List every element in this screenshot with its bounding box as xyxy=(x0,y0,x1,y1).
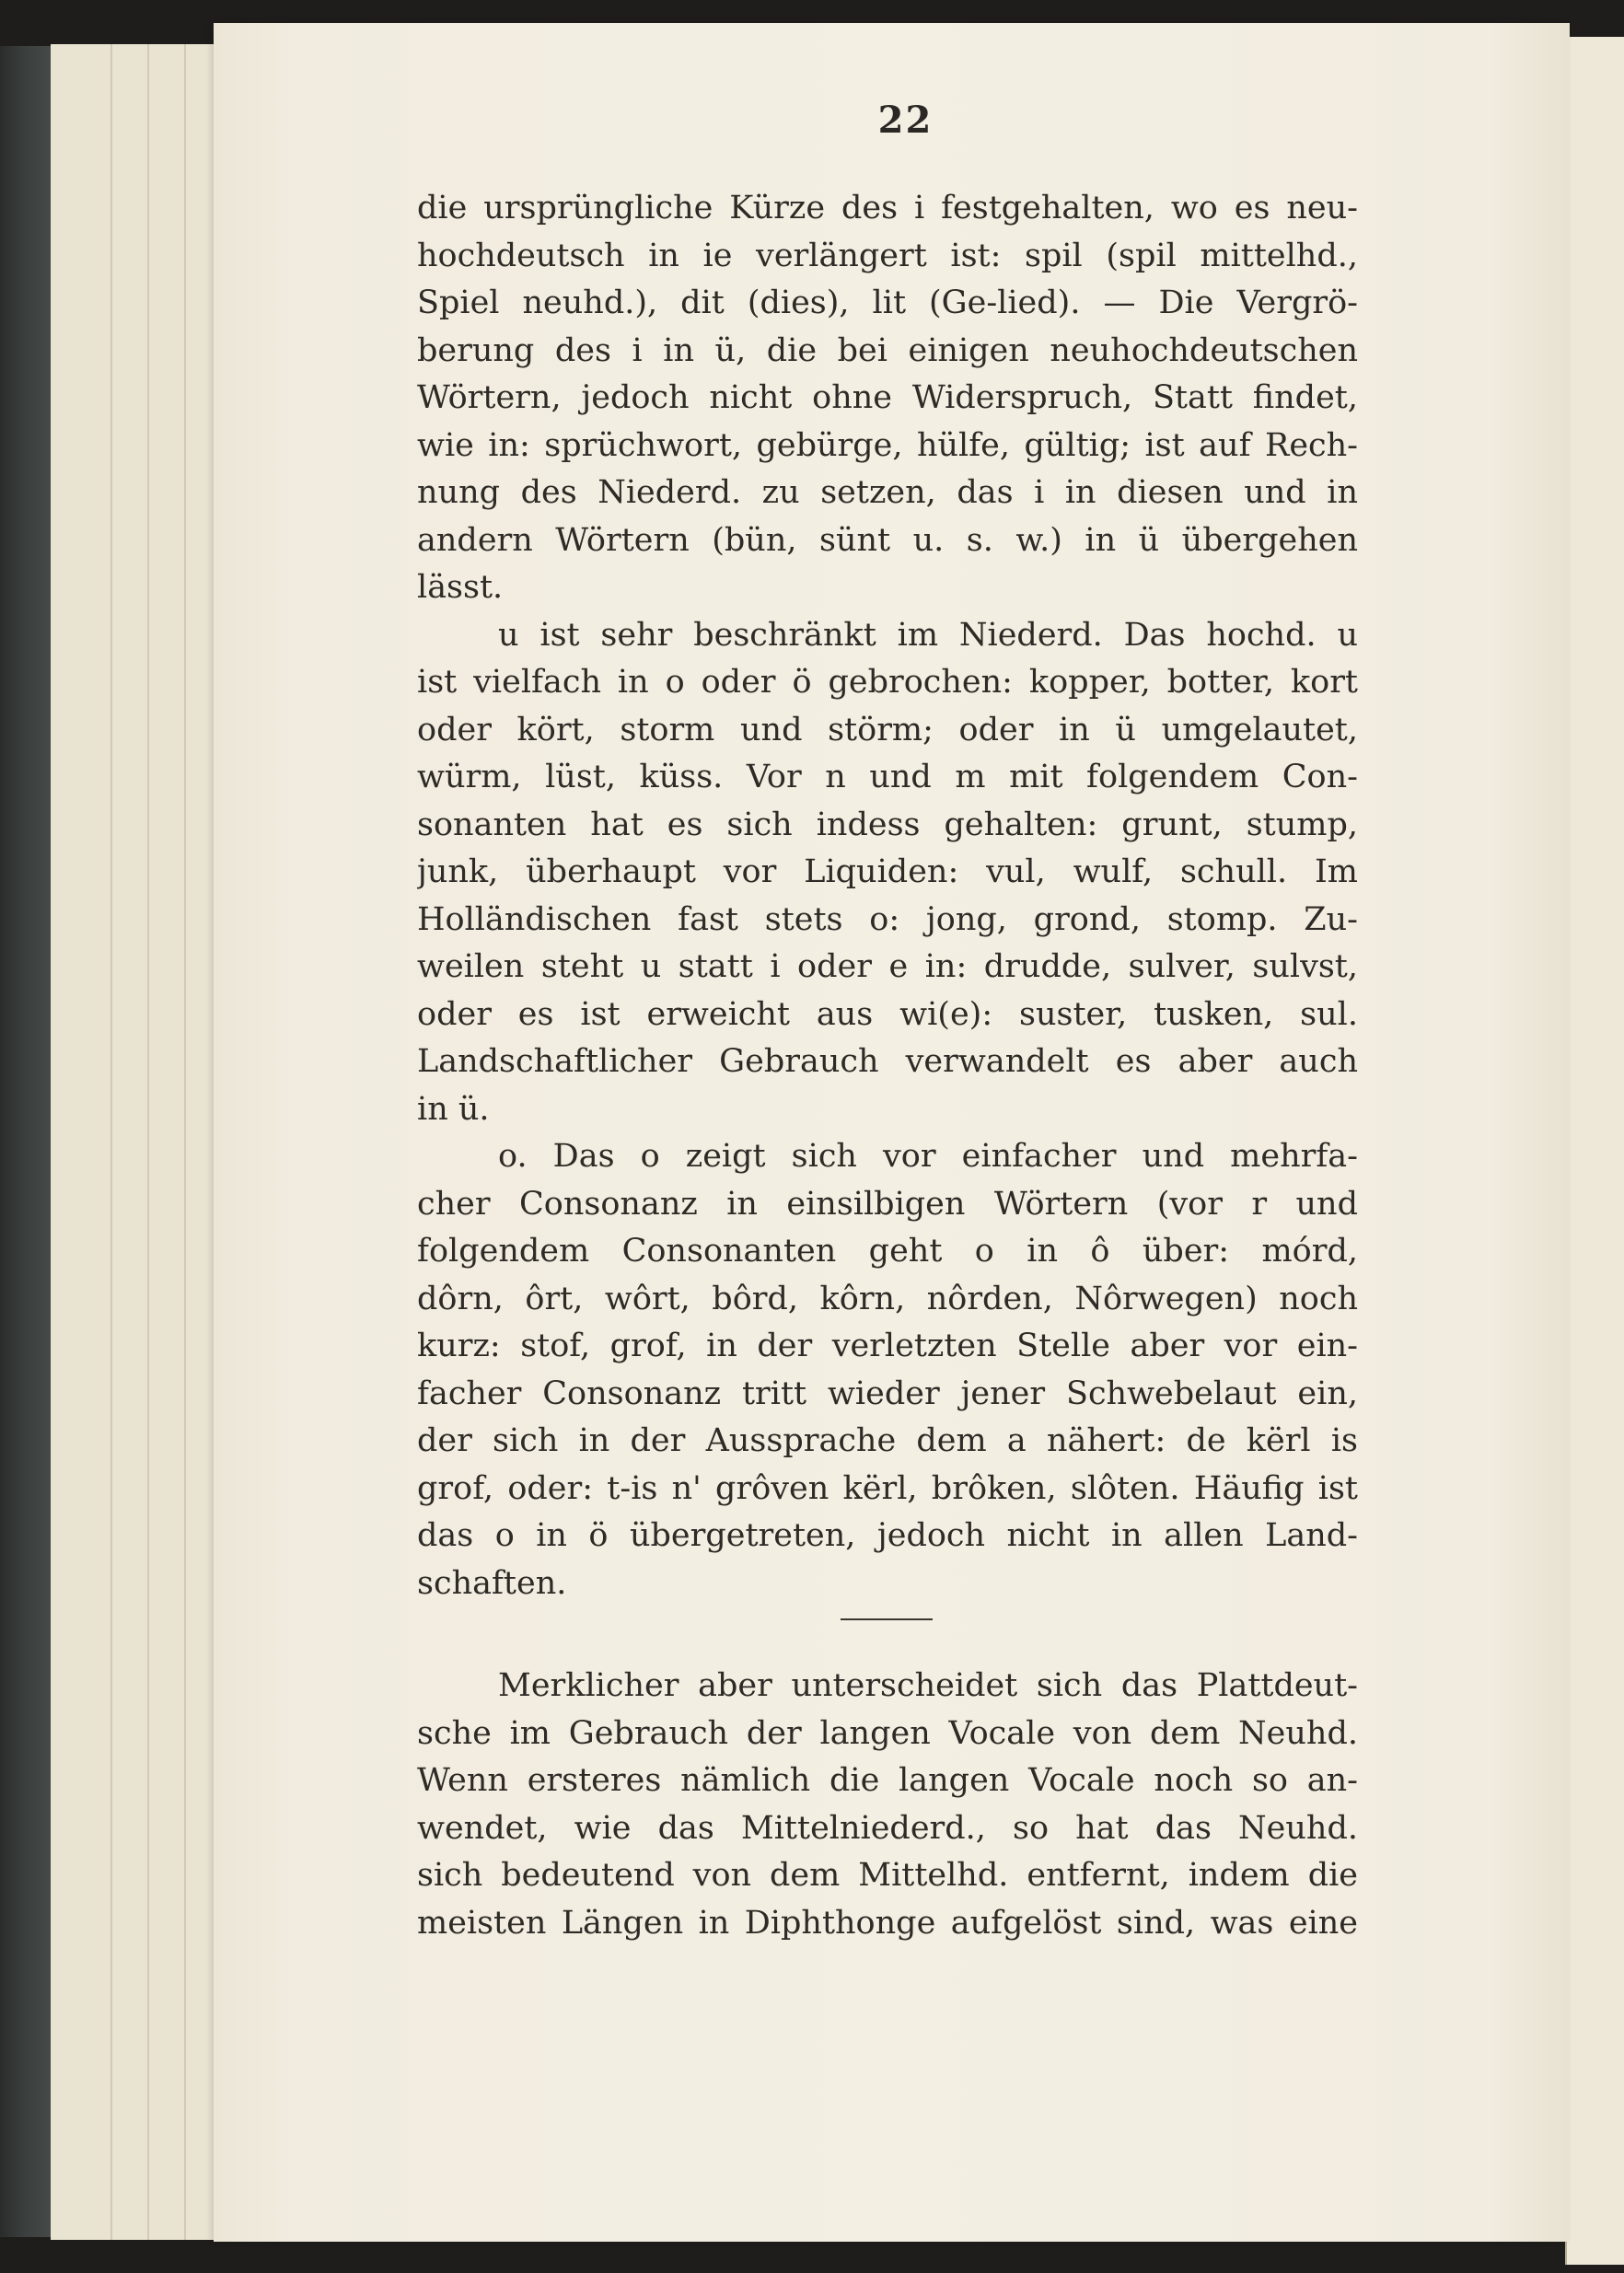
text-line: andern Wörtern (bün, sünt u. s. w.) in ü übergehen xyxy=(417,521,1358,559)
text-line: junk, überhaupt vor Liquiden: vul, wulf, schull. Im xyxy=(417,853,1358,890)
text-line: weilen steht u statt i oder e in: drudde, sulver, sulvst, xyxy=(417,948,1358,985)
text-line: kurz: stof, grof, in der verletzten Stelle aber vor ein- xyxy=(417,1328,1358,1364)
text-line: sonanten hat es sich indess gehalten: grunt, stump, xyxy=(417,806,1358,843)
text-line: Holländischen fast stets o: jong, grond, stomp. Zu- xyxy=(417,900,1358,938)
page-edge-line xyxy=(147,44,149,2240)
paragraph xyxy=(417,1133,1358,1607)
body-text xyxy=(417,185,1358,1947)
text-line: berung des i in ü, die bei einigen neuhochdeutschen xyxy=(417,331,1358,369)
text-line: facher Consonanz tritt wieder jener Schwebelaut ein, xyxy=(417,1374,1358,1412)
page-number: 22 xyxy=(877,99,934,142)
text-line: o. Das o zeigt sich vor einfacher und mehrfa- xyxy=(498,1138,1358,1175)
book-page xyxy=(214,23,1570,2242)
text-line: die ursprüngliche Kürze des i festgehalten, wo es neu- xyxy=(417,190,1358,226)
text-line: oder kört, storm und störm; oder in ü umgelautet, xyxy=(417,711,1358,748)
text-line: dôrn, ôrt, wôrt, bôrd, kôrn, nôrden, Nôrwegen) noch xyxy=(417,1280,1358,1317)
text-line: wie in: sprüchwort, gebürge, hülfe, gültig; ist auf Rech- xyxy=(417,426,1358,464)
paragraph xyxy=(417,1663,1358,1947)
text-line: sich bedeutend von dem Mittelhd. entfernt, indem die xyxy=(417,1857,1358,1894)
text-line: folgendem Consonanten geht o in ô über: mórd, xyxy=(417,1233,1358,1270)
page-edge-line xyxy=(110,44,112,2240)
text-line: wendet, wie das Mittelniederd., so hat das Neuhd. xyxy=(417,1809,1358,1847)
text-line: meisten Längen in Diphthonge aufgelöst sind, was eine xyxy=(417,1904,1358,1942)
text-line: u ist sehr beschränkt im Niederd. Das hochd. u xyxy=(498,616,1358,654)
section-divider xyxy=(417,1607,1358,1639)
paragraph xyxy=(417,612,1358,1134)
text-line: Landschaftlicher Gebrauch verwandelt es aber auch xyxy=(417,1043,1358,1080)
text-line: hochdeutsch in ie verlängert ist: spil (spil mittelhd., xyxy=(417,237,1358,274)
section-gap xyxy=(417,1639,1358,1663)
text-line: nung des Niederd. zu setzen, das i in diesen und in xyxy=(417,474,1358,511)
text-line: der sich in der Aussprache dem a nähert: de kërl is xyxy=(417,1422,1358,1459)
text-line: würm, lüst, küss. Vor n und m mit folgendem Con- xyxy=(417,759,1358,795)
text-line: Wenn ersteres nämlich die langen Vocale noch so an- xyxy=(417,1762,1358,1799)
paragraph xyxy=(417,185,1358,612)
text-line: schaften. xyxy=(417,1564,567,1602)
text-line: Wörtern, jedoch nicht ohne Widerspruch, Statt findet, xyxy=(417,379,1358,416)
page-edge-line xyxy=(184,44,186,2240)
text-line: Spiel neuhd.), dit (dies), lit (Ge-lied). — Die Vergrö- xyxy=(417,284,1358,321)
text-line: ist vielfach in o oder ö gebrochen: kopper, botter, kort xyxy=(417,664,1358,701)
text-line: lässt. xyxy=(417,569,504,606)
text-line: in ü. xyxy=(417,1090,490,1128)
text-line: cher Consonanz in einsilbigen Wörtern (vor r und xyxy=(417,1185,1358,1223)
text-line: oder es ist erweicht aus wi(e): suster, tusken, sul. xyxy=(417,995,1358,1033)
facing-page-edge xyxy=(1565,37,1624,2265)
text-line: das o in ö übergetreten, jedoch nicht in allen Land- xyxy=(417,1517,1358,1554)
text-line: grof, oder: t-is n' grôven kërl, brôken, slôten. Häufig ist xyxy=(417,1469,1358,1507)
text-line: sche im Gebrauch der langen Vocale von dem Neuhd. xyxy=(417,1714,1358,1752)
text-line: Merklicher aber unterscheidet sich das Plattdeut- xyxy=(498,1667,1358,1704)
